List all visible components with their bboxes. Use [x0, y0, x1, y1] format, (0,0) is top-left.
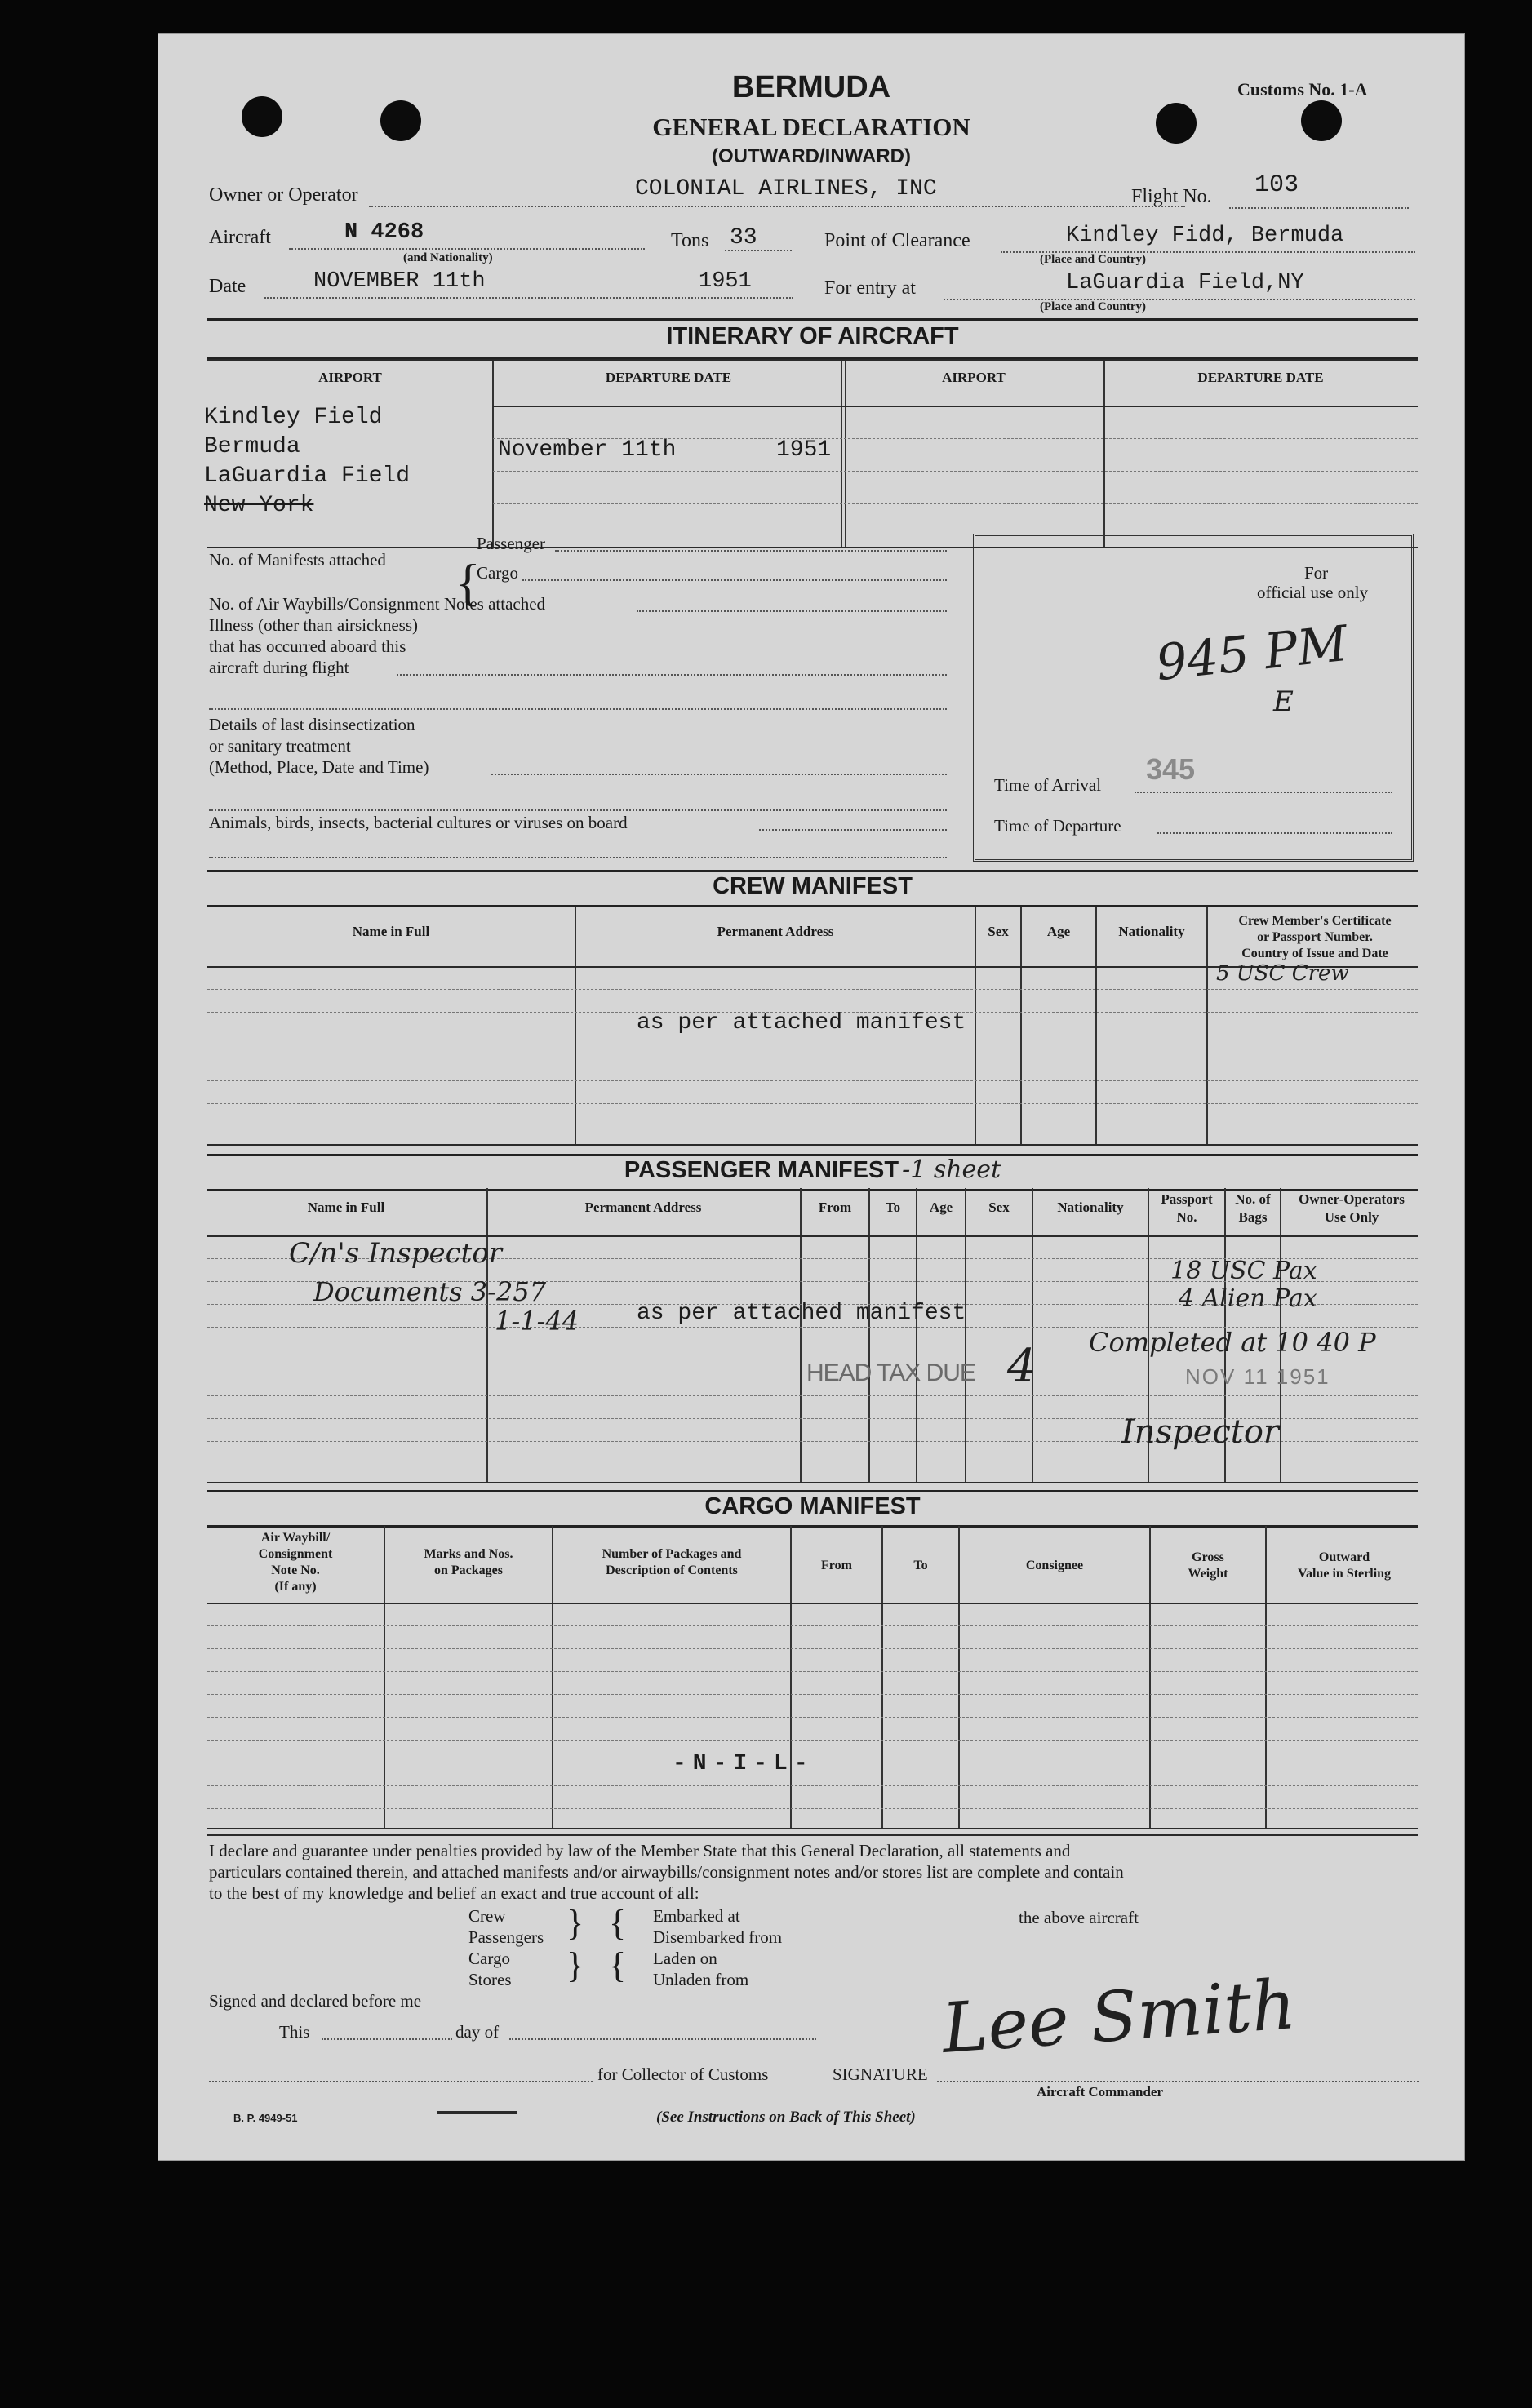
manifests-label: No. of Manifests attached	[209, 550, 386, 570]
row-line	[493, 503, 1418, 504]
row-line	[207, 989, 1418, 990]
col-divider	[868, 1188, 870, 1482]
arrival-underline	[1135, 792, 1392, 793]
this-label: This	[279, 2022, 310, 2042]
owner-value: COLONIAL AIRLINES, INC	[635, 176, 937, 202]
row-line	[207, 1103, 1418, 1104]
pax-col-age: Age	[929, 1200, 953, 1215]
pax-col-name: Name in Full	[307, 1200, 385, 1215]
col-divider	[790, 1526, 792, 1828]
departure-label: Time of Departure	[994, 816, 1121, 836]
cargo-col-marks: on Packages	[434, 1563, 503, 1577]
itin-airport-line: Bermuda	[204, 434, 300, 459]
col-divider	[965, 1188, 966, 1482]
divider	[207, 1482, 1418, 1483]
col-divider	[958, 1526, 960, 1828]
clearance-label: Point of Clearance	[824, 230, 970, 251]
crew-col-age: Age	[1046, 924, 1071, 939]
passenger-underline	[555, 550, 947, 552]
col-divider	[1032, 1188, 1033, 1482]
crew-col-cert: Country of Issue and Date	[1241, 947, 1388, 960]
instructions-note: (See Instructions on Back of This Sheet)	[656, 2109, 916, 2126]
declaration-unladen: Unladen from	[653, 1970, 749, 1989]
pax-typed-note: as per attached manifest	[637, 1301, 966, 1326]
row-line	[207, 1694, 1418, 1695]
pax-col-address: Permanent Address	[584, 1200, 702, 1215]
col-divider	[1206, 907, 1208, 1146]
declaration-form	[158, 33, 1465, 2161]
pax-completed: Completed at 10 40 P	[1089, 1327, 1376, 1358]
pax-col-owner: Owner-Operators	[1299, 1191, 1405, 1207]
row-line	[207, 1785, 1418, 1786]
col-divider	[881, 1526, 883, 1828]
cargo-nil: -N-I-L-	[673, 1751, 815, 1776]
row-line	[207, 1808, 1418, 1809]
row-line	[207, 1671, 1418, 1672]
declaration-embarked: Embarked at	[653, 1906, 740, 1926]
signed-label: Signed and declared before me	[209, 1991, 422, 2011]
waybills-label: No. of Air Waybills/Consignment Notes attached	[209, 594, 546, 614]
disinsect-underline	[491, 774, 947, 775]
illness-label: Illness (other than airsickness)	[209, 615, 419, 635]
manifest-cargo: Cargo	[477, 563, 518, 583]
official-use: official use only	[1257, 583, 1369, 602]
row-line	[207, 1740, 1418, 1741]
pax-col-from: From	[818, 1200, 852, 1215]
brace: }	[566, 1945, 584, 1985]
pax-handwritten: 1-1-44	[495, 1306, 579, 1337]
form-code: B. P. 4949-51	[233, 2112, 298, 2124]
pax-handwritten: C/n's Inspector	[289, 1237, 503, 1270]
cargo-col-marks: Marks and Nos.	[424, 1547, 513, 1561]
pax-col-to: To	[885, 1200, 901, 1215]
year-value: 1951	[699, 269, 752, 294]
pax-col-passport: Passport	[1161, 1191, 1213, 1207]
stamp-number: 345	[1146, 752, 1196, 786]
declaration-line: to the best of my knowledge and belief an exact and true account of all:	[209, 1883, 699, 1903]
manifest-brace: {	[455, 553, 481, 611]
divider	[207, 1144, 1418, 1146]
disinsect-underline-2	[209, 809, 947, 811]
date-label: Date	[209, 276, 246, 297]
col-divider	[552, 1526, 553, 1828]
cargo-col-weight: Weight	[1188, 1567, 1228, 1581]
crew-col-cert: Crew Member's Certificate	[1238, 914, 1392, 928]
pax-count-alien: 4 Alien Pax	[1179, 1284, 1317, 1313]
flight-underline	[1229, 207, 1409, 209]
pax-count-usc: 18 USC Pax	[1170, 1257, 1317, 1285]
pax-col-nationality: Nationality	[1057, 1200, 1124, 1215]
head-tax-amount: 4	[1007, 1340, 1037, 1393]
brace: {	[609, 1903, 627, 1943]
illness-underline	[397, 674, 947, 676]
disinsect-label: or sanitary treatment	[209, 736, 351, 756]
manifest-passenger: Passenger	[477, 534, 545, 553]
divider	[207, 359, 1418, 361]
col-divider	[384, 1526, 385, 1828]
itin-airport-line: New York	[204, 493, 314, 518]
signature-label: SIGNATURE	[833, 2064, 928, 2084]
crew-col-nationality: Nationality	[1118, 924, 1185, 939]
inspector-initials: Inspector	[1121, 1413, 1280, 1451]
official-for: For	[1304, 563, 1329, 583]
row-line	[493, 471, 1418, 472]
itin-airport-line: LaGuardia Field	[204, 463, 411, 489]
cargo-col-waybill: Note No.	[271, 1563, 320, 1577]
entry-underline	[944, 299, 1415, 300]
arrival-label: Time of Arrival	[994, 775, 1102, 795]
day-of-underline	[509, 2038, 816, 2040]
itin-airport-line: Kindley Field	[204, 405, 383, 430]
pax-col-bags: No. of	[1235, 1191, 1271, 1207]
aircraft-value: N 4268	[344, 220, 424, 245]
row-line	[207, 1395, 1418, 1396]
passenger-title-wrap	[207, 1155, 1418, 1184]
illness-label: aircraft during flight	[209, 658, 349, 677]
row-line	[207, 1717, 1418, 1718]
declaration-crew: Crew	[468, 1906, 506, 1926]
disinsect-label: Details of last disinsectization	[209, 715, 415, 734]
declaration-passengers: Passengers	[468, 1927, 544, 1947]
itin-col-departure-2: DEPARTURE DATE	[1197, 370, 1324, 385]
col-divider	[1149, 1526, 1151, 1828]
col-divider	[1265, 1526, 1267, 1828]
declaration-stores: Stores	[468, 1970, 512, 1989]
pax-col-bags: Bags	[1238, 1209, 1268, 1225]
handwritten-mark: E	[1273, 685, 1294, 718]
cargo-col-packages: Description of Contents	[606, 1563, 738, 1577]
collector-underline	[209, 2081, 593, 2082]
pax-col-sex: Sex	[988, 1200, 1010, 1215]
col-divider	[1020, 907, 1022, 1146]
illness-underline-2	[209, 708, 947, 710]
cargo-col-from: From	[821, 1559, 852, 1572]
this-underline	[322, 2038, 452, 2040]
col-divider	[1095, 907, 1097, 1146]
aircraft-sub: (and Nationality)	[403, 251, 493, 264]
aircraft-underline	[289, 248, 645, 250]
owner-label: Owner or Operator	[209, 184, 358, 206]
illness-label: that has occurred aboard this	[209, 636, 406, 656]
declaration-line: I declare and guarantee under penalties provided by law of the Member State that this General Declaration, all statements and	[209, 1841, 1071, 1860]
commander-label: Aircraft Commander	[1037, 2084, 1164, 2100]
waybills-underline	[637, 610, 947, 612]
signature-underline	[937, 2081, 1419, 2082]
itin-departure-year: 1951	[776, 437, 832, 463]
col-divider	[916, 1188, 917, 1482]
disinsect-label: (Method, Place, Date and Time)	[209, 757, 429, 777]
owner-underline	[369, 206, 1185, 207]
row-line	[207, 1648, 1418, 1649]
pax-handwritten: Documents 3-257	[313, 1276, 547, 1307]
animals-underline	[759, 829, 947, 831]
crew-typed-note: as per attached manifest	[637, 1010, 966, 1035]
clearance-sub: (Place and Country)	[1040, 253, 1146, 266]
crew-col-sex: Sex	[988, 924, 1009, 939]
declaration-disembarked: Disembarked from	[653, 1927, 783, 1947]
cargo-col-to: To	[913, 1559, 928, 1572]
col-divider	[486, 1188, 488, 1482]
declaration-line: particulars contained therein, and attached manifests and/or airwaybills/consignment notes and/or stores list are complete and contain	[209, 1862, 1124, 1882]
entry-label: For entry at	[824, 277, 916, 299]
head-tax-stamp: HEAD TAX DUE	[806, 1359, 975, 1386]
aircraft-label: Aircraft	[209, 227, 271, 248]
declaration-above: the above aircraft	[1019, 1908, 1139, 1927]
day-of-label: day of	[455, 2022, 500, 2042]
form-number: Customs No. 1-A	[1237, 79, 1368, 100]
clearance-value: Kindley Fidd, Bermuda	[1066, 224, 1344, 248]
crew-handwritten-count: 5 USC Crew	[1216, 961, 1349, 986]
departure-underline	[1157, 832, 1392, 834]
passenger-sheet-note: -1 sheet	[902, 1155, 1001, 1184]
animals-underline-2	[209, 857, 947, 858]
crew-col-address: Permanent Address	[717, 924, 834, 939]
crew-col-cert: or Passport Number.	[1257, 930, 1373, 944]
divider	[207, 1828, 1418, 1829]
date-stamp: NOV 11 1951	[1185, 1364, 1330, 1389]
brace: {	[609, 1945, 627, 1985]
itin-col-airport-1: AIRPORT	[318, 370, 382, 385]
pax-col-passport: No.	[1176, 1209, 1197, 1225]
col-divider	[575, 907, 576, 1146]
tons-value: 33	[730, 225, 757, 251]
divider	[493, 406, 1418, 407]
crew-col-name: Name in Full	[352, 924, 430, 939]
flight-value: 103	[1254, 171, 1299, 199]
cargo-title: CARGO MANIFEST	[704, 1493, 921, 1519]
itinerary-title: ITINERARY OF AIRCRAFT	[666, 323, 959, 349]
date-underline	[264, 297, 793, 299]
cargo-col-value: Outward	[1318, 1550, 1370, 1564]
pax-col-owner: Use Only	[1324, 1209, 1379, 1225]
cargo-underline	[522, 579, 947, 581]
cargo-col-weight: Gross	[1192, 1550, 1224, 1564]
collector-label: for Collector of Customs	[597, 2064, 769, 2084]
col-divider	[841, 361, 842, 547]
cargo-col-waybill: (If any)	[274, 1580, 317, 1594]
entry-value: LaGuardia Field,NY	[1066, 271, 1304, 295]
brace: }	[566, 1903, 584, 1943]
itin-col-departure-1: DEPARTURE DATE	[605, 370, 732, 385]
cargo-col-value: Value in Sterling	[1297, 1567, 1392, 1581]
tons-label: Tons	[671, 230, 709, 251]
handwritten-time: 945 PM	[1152, 614, 1351, 693]
row-line	[207, 1080, 1418, 1081]
row-line	[207, 1625, 1418, 1626]
divider	[207, 1603, 1418, 1604]
form-subtitle: GENERAL DECLARATION	[652, 113, 970, 141]
animals-label: Animals, birds, insects, bacterial cultures or viruses on board	[209, 813, 628, 832]
form-title: BERMUDA	[731, 70, 891, 104]
commander-signature: Lee Smith	[939, 1963, 1299, 2069]
col-divider	[1103, 361, 1105, 547]
cargo-col-consignee: Consignee	[1025, 1559, 1084, 1572]
col-divider	[492, 361, 494, 547]
entry-sub: (Place and Country)	[1040, 300, 1146, 313]
cargo-col-packages: Number of Packages and	[602, 1547, 742, 1561]
flight-label: Flight No.	[1131, 186, 1212, 207]
declaration-laden: Laden on	[653, 1949, 717, 1968]
cargo-col-waybill: Air Waybill/	[260, 1531, 331, 1545]
cargo-col-waybill: Consignment	[258, 1547, 333, 1561]
passenger-title: PASSENGER MANIFEST	[624, 1157, 899, 1183]
col-divider	[800, 1188, 802, 1482]
date-value: NOVEMBER 11th	[313, 269, 486, 294]
crew-title: CREW MANIFEST	[713, 873, 913, 899]
itin-col-airport-2: AIRPORT	[942, 370, 1006, 385]
col-divider	[975, 907, 976, 1146]
col-divider	[845, 361, 846, 547]
form-direction: (OUTWARD/INWARD)	[712, 145, 911, 167]
divider	[207, 1834, 1418, 1836]
declaration-cargo: Cargo	[468, 1949, 510, 1968]
itin-departure-date: November 11th	[498, 437, 677, 463]
form-dash	[437, 2111, 517, 2114]
